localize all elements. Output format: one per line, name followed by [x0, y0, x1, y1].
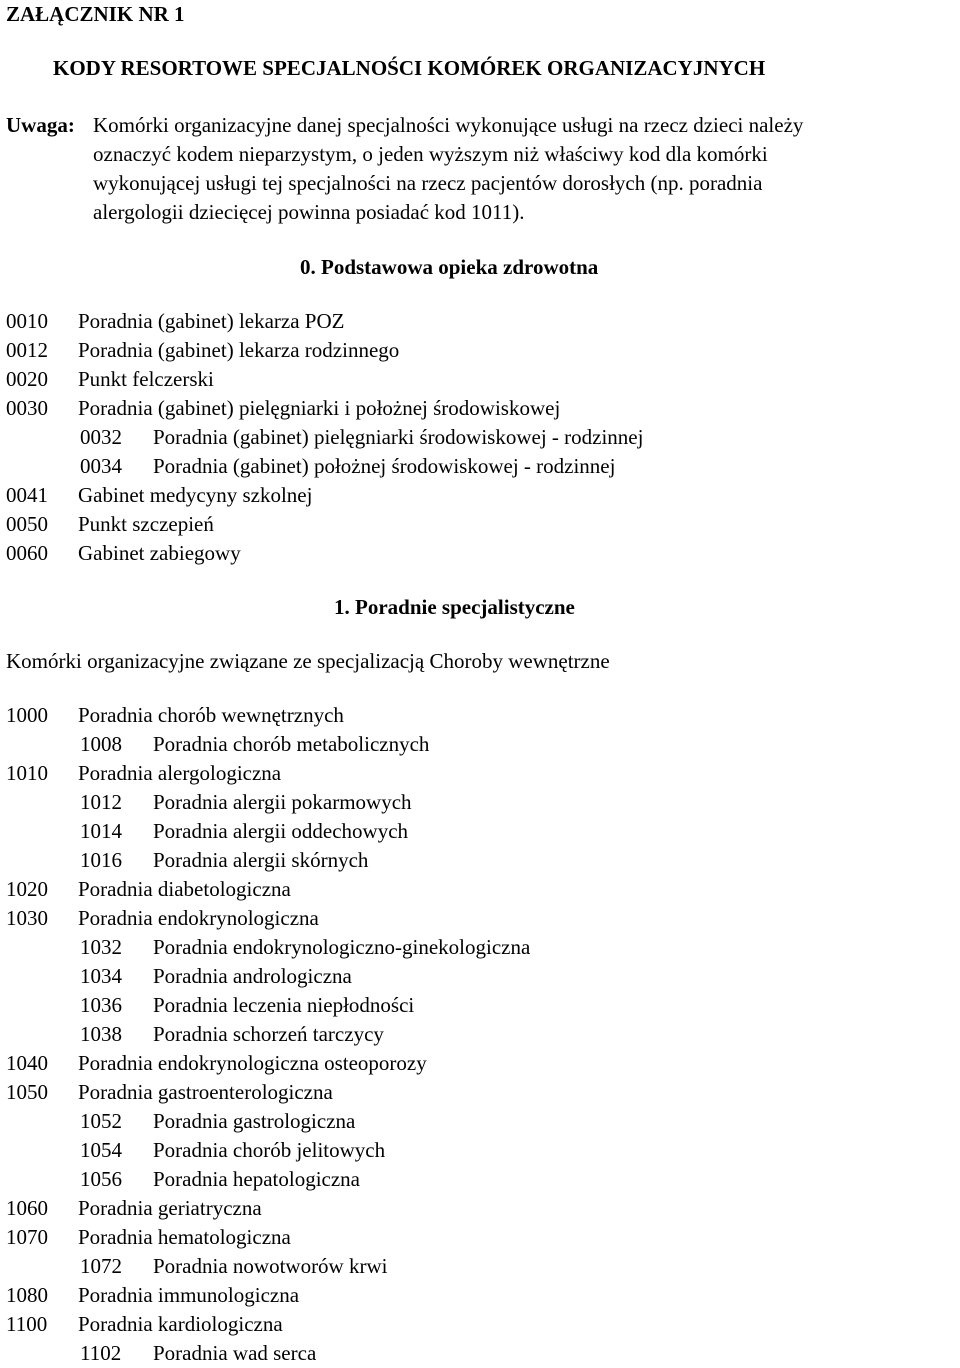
entry-label: Poradnia endokrynologiczna osteoporozy: [78, 1051, 427, 1075]
entry-code: 1000: [6, 703, 48, 727]
entry-label: Poradnia (gabinet) lekarza rodzinnego: [78, 338, 400, 362]
entry-code: 1100: [6, 1312, 48, 1336]
entry-label: Poradnia leczenia niepłodności: [153, 993, 415, 1017]
entry-code: 0012: [6, 338, 48, 362]
section-title-specialist-clinics: 1. Poradnie specjalistyczne: [334, 595, 575, 619]
section-intro: Komórki organizacyjne związane ze specjalizacją Choroby wewnętrzne: [6, 649, 610, 673]
note-text: oznaczyć kodem nieparzystym, o jeden wyższym niż właściwy kod dla komórki: [93, 142, 768, 166]
entry-label: Poradnia immunologiczna: [78, 1283, 300, 1307]
annex-title: ZAŁĄCZNIK NR 1: [6, 2, 185, 26]
entry-code: 1056: [80, 1167, 122, 1191]
entry-label: Poradnia (gabinet) lekarza POZ: [78, 309, 345, 333]
note-text: Komórki organizacyjne danej specjalności wykonujące usługi na rzecz dzieci należy: [93, 113, 804, 137]
entry-code: 1054: [80, 1138, 122, 1162]
note-block: [6, 111, 956, 227]
entry-label: Poradnia alergii skórnych: [153, 848, 369, 872]
entry-code: 1008: [80, 732, 122, 756]
entry-code: 1060: [6, 1196, 48, 1220]
entry-code: 1080: [6, 1283, 48, 1307]
entry-label: Poradnia (gabinet) pielęgniarki środowiskowej - rodzinnej: [153, 425, 644, 449]
entry-label: Poradnia andrologiczna: [153, 964, 352, 988]
entry-code: 1020: [6, 877, 48, 901]
note-line: [6, 169, 956, 198]
entry-code: 0041: [6, 483, 48, 507]
entry-label: Poradnia geriatryczna: [78, 1196, 262, 1220]
entry-label: Poradnia schorzeń tarczycy: [153, 1022, 384, 1046]
entry-label: Poradnia hematologiczna: [78, 1225, 291, 1249]
entry-label: Poradnia nowotworów krwi: [153, 1254, 388, 1278]
entry-code: 1070: [6, 1225, 48, 1249]
entry-label: Gabinet medycyny szkolnej: [78, 483, 313, 507]
note-line: [6, 140, 956, 169]
entry-label: Poradnia alergologiczna: [78, 761, 282, 785]
entry-code: 1034: [80, 964, 122, 988]
entry-label: Poradnia endokrynologiczno-ginekologiczna: [153, 935, 531, 959]
entry-label: Poradnia gastrologiczna: [153, 1109, 356, 1133]
entry-label: Poradnia kardiologiczna: [78, 1312, 283, 1336]
entry-code: 1050: [6, 1080, 48, 1104]
entry-label: Poradnia alergii oddechowych: [153, 819, 409, 843]
entry-code: 1016: [80, 848, 122, 872]
note-label: Uwaga:: [6, 113, 75, 137]
entry-code: 1038: [80, 1022, 122, 1046]
entry-label: Punkt szczepień: [78, 512, 214, 536]
entry-label: Poradnia gastroenterologiczna: [78, 1080, 333, 1104]
entry-label: Punkt felczerski: [78, 367, 214, 391]
entry-code: 1102: [80, 1341, 122, 1365]
entry-code: 0034: [80, 454, 122, 478]
entry-label: Poradnia wad serca: [153, 1341, 317, 1365]
entry-label: Poradnia chorób metabolicznych: [153, 732, 430, 756]
entry-code: 1014: [80, 819, 122, 843]
entry-code: 0060: [6, 541, 48, 565]
entry-code: 1032: [80, 935, 122, 959]
note-line: [6, 111, 956, 140]
entry-code: 1012: [80, 790, 122, 814]
entry-label: Poradnia (gabinet) pielęgniarki i położnej środowiskowej: [78, 396, 561, 420]
note-text: wykonującej usługi tej specjalności na rzecz pacjentów dorosłych (np. poradnia: [93, 171, 763, 195]
entry-code: 1072: [80, 1254, 122, 1278]
entry-code: 0030: [6, 396, 48, 420]
entry-code: 0020: [6, 367, 48, 391]
entry-label: Poradnia endokrynologiczna: [78, 906, 319, 930]
entry-code: 0032: [80, 425, 122, 449]
entry-code: 0010: [6, 309, 48, 333]
entry-code: 0050: [6, 512, 48, 536]
document-title: KODY RESORTOWE SPECJALNOŚCI KOMÓREK ORGANIZACYJNYCH: [53, 56, 766, 80]
entry-label: Poradnia diabetologiczna: [78, 877, 291, 901]
entry-code: 1030: [6, 906, 48, 930]
entry-label: Gabinet zabiegowy: [78, 541, 241, 565]
entry-code: 1036: [80, 993, 122, 1017]
note-line: [6, 198, 956, 227]
entry-code: 1052: [80, 1109, 122, 1133]
entry-label: Poradnia hepatologiczna: [153, 1167, 361, 1191]
entry-label: Poradnia chorób jelitowych: [153, 1138, 386, 1162]
entry-label: Poradnia chorób wewnętrznych: [78, 703, 344, 727]
entry-code: 1040: [6, 1051, 48, 1075]
entry-label: Poradnia alergii pokarmowych: [153, 790, 412, 814]
entry-code: 1010: [6, 761, 48, 785]
entry-label: Poradnia (gabinet) położnej środowiskowej - rodzinnej: [153, 454, 616, 478]
section-title-primary-care: 0. Podstawowa opieka zdrowotna: [300, 255, 599, 279]
note-text: alergologii dziecięcej powinna posiadać kod 1011).: [93, 200, 525, 224]
